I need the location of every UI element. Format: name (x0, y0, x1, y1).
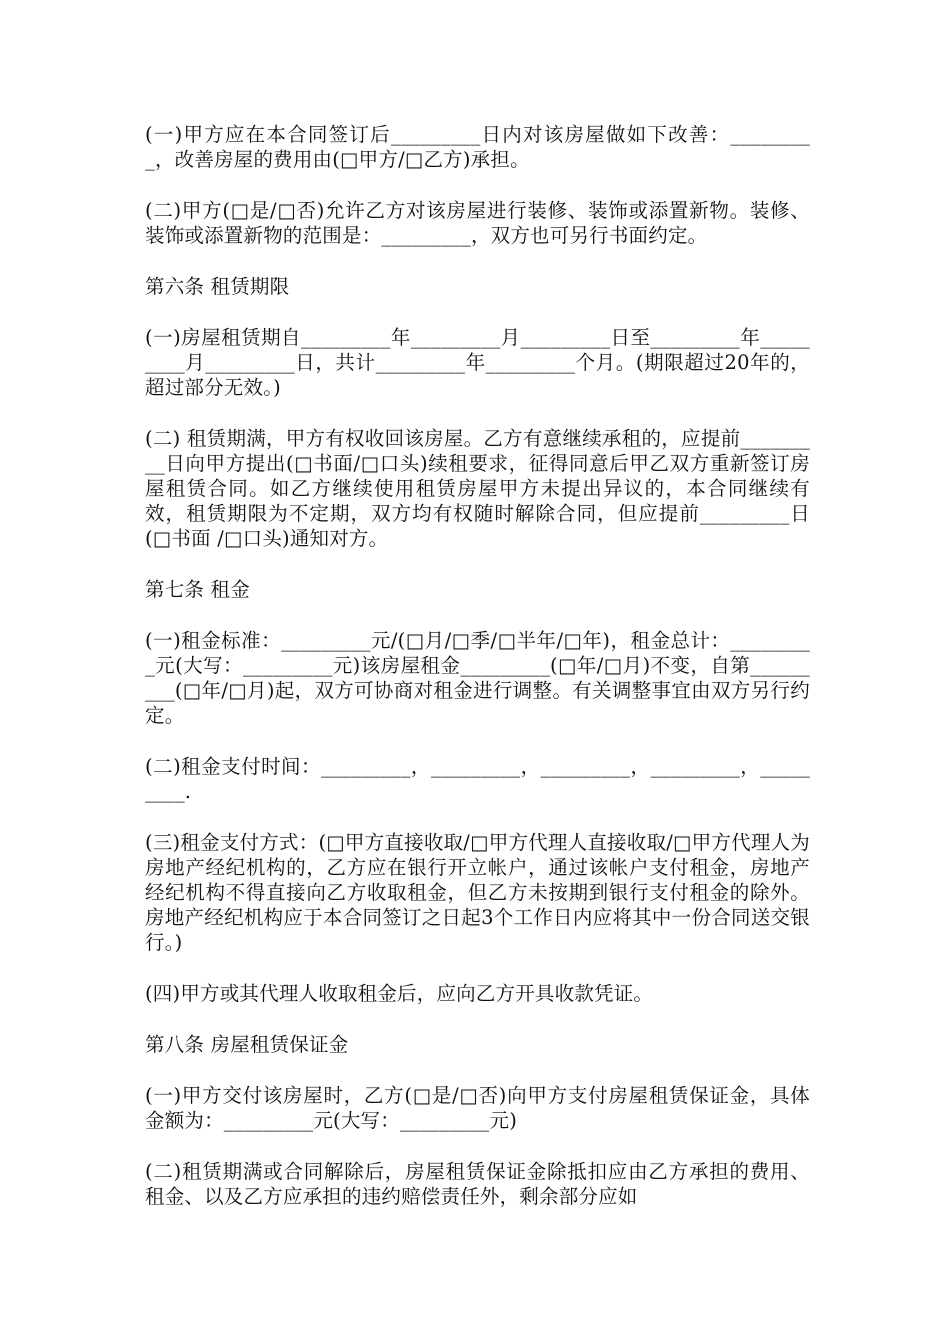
article-6-heading: 第六条 租赁期限 (145, 275, 290, 298)
clause-7-1: (一)租金标准：_________元/(□月/□季/□半年/□年)，租金总计：_________元(大写：_________元)该房屋租金_________(□年/□月)不变，自第_________(□年/□月)起，双方可协商对租金进行调整。有关调整事宜由双方另行约定。 (145, 629, 810, 727)
clause-7-2: (二)租金支付时间：_________，_________，_________，_________，_________. (145, 755, 810, 803)
clause-8-1: (一)甲方交付该房屋时，乙方(□是/□否)向甲方支付房屋租赁保证金，具体金额为：_________元(大写：_________元) (145, 1084, 810, 1132)
clause-6-1: (一)房屋租赁期自_________年_________月_________日至_________年_________月_________日，共计_________年_________个月。(期限超过20年的，超过部分无效。) (145, 326, 810, 399)
clause-7-3: (三)租金支付方式：(□甲方直接收取/□甲方代理人直接收取/□甲方代理人为房地产经纪机构的，乙方应在银行开立帐户，通过该帐户支付租金，房地产经纪机构不得直接向乙方收取租金，但乙方未按期到银行支付租金的除外。房地产经纪机构应于本合同签订之日起3个工作日内应将其中一份合同送交银行。) (145, 831, 810, 954)
clause-6-2: (二) 租赁期满，甲方有权收回该房屋。乙方有意继续承租的，应提前_________日向甲方提出(□书面/□口头)续租要求，征得同意后甲乙双方重新签订房屋租赁合同。如乙方继续使用租赁房屋甲方未提出异议的，本合同继续有效，租赁期限为不定期，双方均有权随时解除合同，但应提前_________日(□书面 /□口头)通知对方。 (145, 427, 810, 550)
clause-8-2: (二)租赁期满或合同解除后，房屋租赁保证金除抵扣应由乙方承担的费用、租金、以及乙方应承担的违约赔偿责任外，剩余部分应如 (145, 1160, 810, 1208)
article-8-heading: 第八条 房屋租赁保证金 (145, 1033, 349, 1056)
clause-5-1: (一)甲方应在本合同签订后_________日内对该房屋做如下改善：_________，改善房屋的费用由(□甲方/□乙方)承担。 (145, 123, 810, 171)
article-7-heading: 第七条 租金 (145, 578, 250, 601)
clause-7-4: (四)甲方或其代理人收取租金后，应向乙方开具收款凭证。 (145, 982, 654, 1005)
clause-5-2: (二)甲方(□是/□否)允许乙方对该房屋进行装修、装饰或添置新物。装修、装饰或添置新物的范围是：_________，双方也可另行书面约定。 (145, 199, 810, 247)
document-body (145, 122, 810, 1235)
